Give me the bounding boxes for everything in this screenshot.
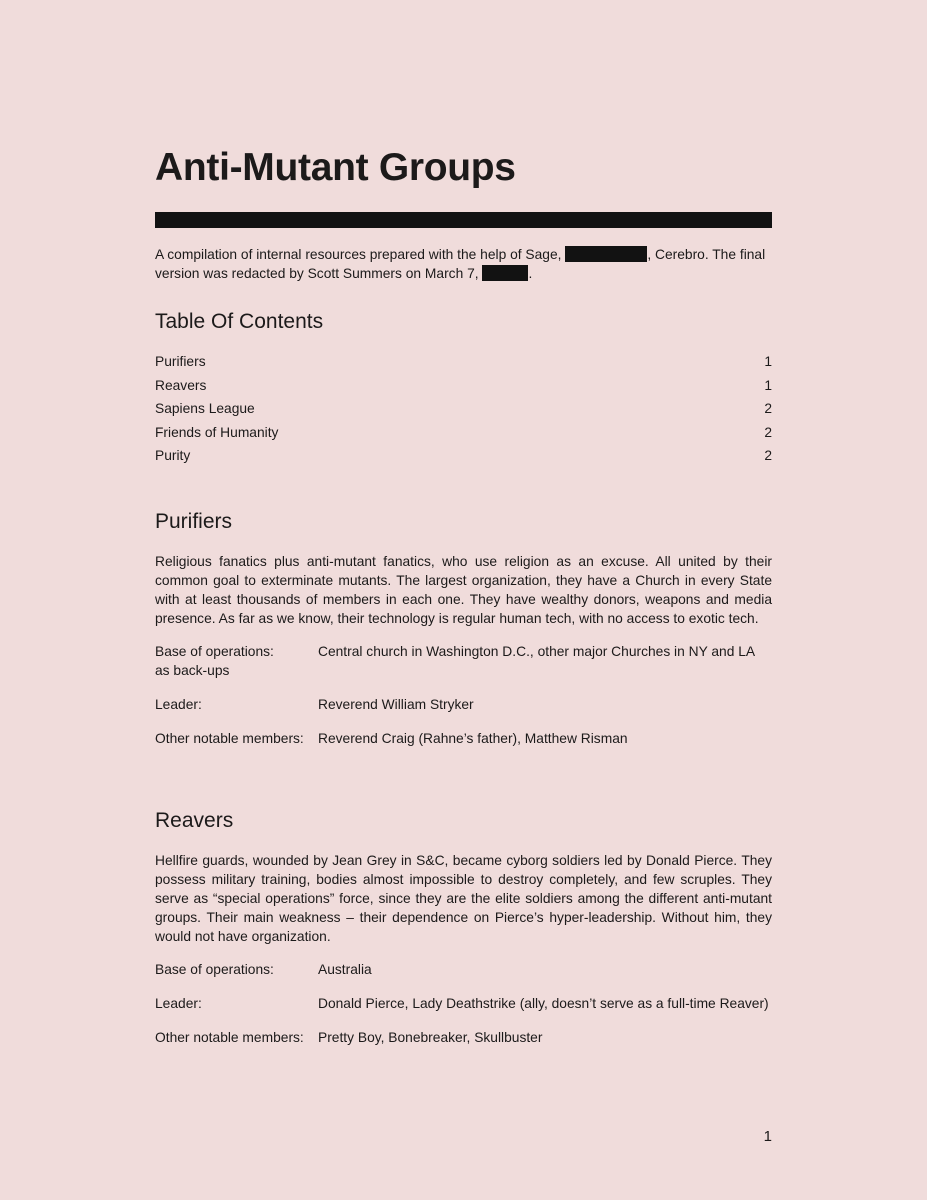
fact-label: Leader: (155, 996, 202, 1011)
toc-entry-label: Purity (155, 448, 191, 463)
fact-row (155, 994, 772, 1013)
section-heading-reavers: Reavers (155, 809, 234, 832)
section-body-purifiers: Religious fanatics plus anti-mutant fanatics, who use religion as an excuse. All united by their common goal to exterminate mutants. The largest organization, they have a Church in every State with at least thousands of members in each one. They have wealthy donors, weapons and media presence. As far as we know, their technology is regular human tech, with no access to exotic tech. (155, 554, 772, 626)
toc-entry[interactable] (155, 444, 772, 468)
section-body-reavers: Hellfire guards, wounded by Jean Grey in S&C, became cyborg soldiers led by Donald Pierce. They possess military training, bodies almost impossible to destroy completely, and few scruples. They serve as “special operations” force, since they are the elite soldiers among the different anti-mutant groups. Their main weakness – their dependence on Pierce’s hyper-leadership. Without him, they would not have organization. (155, 853, 772, 944)
toc-entry[interactable] (155, 421, 772, 445)
toc-entry-page: 2 (764, 448, 772, 463)
facts-purifiers (155, 642, 772, 763)
redaction-bar (155, 212, 772, 228)
toc-entry-label: Purifiers (155, 354, 206, 369)
toc-entry-page: 1 (764, 354, 772, 369)
toc-entry-page: 1 (764, 377, 772, 393)
fact-row (155, 695, 772, 714)
intro-text-3: . (528, 266, 533, 281)
fact-row (155, 1028, 772, 1047)
fact-label: Other notable members: (155, 1030, 304, 1045)
toc-entry[interactable] (155, 350, 772, 374)
intro-paragraph (155, 245, 772, 283)
fact-label: Base of operations: (155, 644, 274, 659)
document-title: Anti-Mutant Groups (155, 146, 516, 189)
toc-entry-label: Sapiens League (155, 401, 255, 416)
fact-label: Other notable members: (155, 731, 304, 746)
fact-value: Reverend William Stryker (318, 697, 474, 712)
fact-label: Leader: (155, 697, 202, 712)
intro-text-2: , Cerebro. The final version was redacted by Scott Summers on March 7, (155, 247, 766, 281)
fact-value: Reverend Craig (Rahne’s father), Matthew Risman (318, 731, 628, 746)
fact-row (155, 642, 772, 680)
fact-label: Base of operations: (155, 962, 274, 977)
facts-reavers (155, 960, 772, 1062)
toc-entry-page: 2 (764, 401, 772, 416)
toc-entry-label: Friends of Humanity (155, 424, 279, 440)
document-page (155, 0, 772, 1200)
fact-row (155, 960, 772, 979)
fact-value: Donald Pierce, Lady Deathstrike (ally, doesn’t serve as a full-time Reaver) (318, 996, 769, 1011)
page-number: 1 (763, 1128, 772, 1145)
toc-entry-label: Reavers (155, 377, 207, 393)
toc-heading: Table Of Contents (155, 310, 324, 333)
section-heading-purifiers: Purifiers (155, 510, 233, 533)
intro-text-1: A compilation of internal resources prepared with the help of Sage, (155, 247, 566, 262)
redaction-block (482, 265, 528, 281)
toc-entry[interactable] (155, 374, 772, 398)
toc-entry-page: 2 (764, 424, 772, 440)
fact-value: Central church in Washington D.C., other major Churches in NY and LA as back-ups (155, 644, 755, 678)
fact-value: Pretty Boy, Bonebreaker, Skullbuster (318, 1030, 543, 1045)
toc-entry[interactable] (155, 397, 772, 421)
fact-row (155, 729, 772, 748)
redaction-block (565, 246, 647, 262)
fact-value: Australia (318, 962, 372, 977)
table-of-contents (155, 350, 772, 468)
